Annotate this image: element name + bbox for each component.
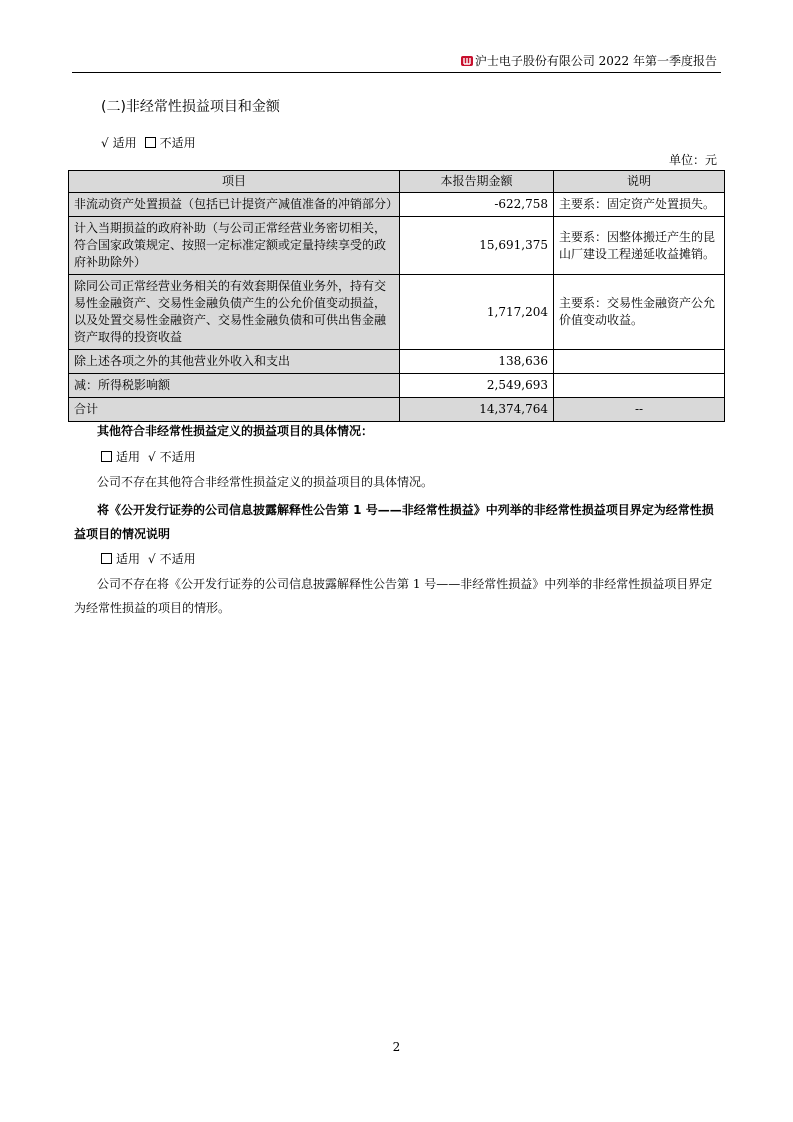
not-applicable-label: 不适用 bbox=[159, 450, 196, 464]
table-row bbox=[69, 350, 725, 374]
reclassification-statement: 公司不存在将《公开发行证券的公司信息披露解释性公告第 1 号——非经常性损益》中列举的非经常性损益项目界定为经常性损益的项目的情形。 bbox=[74, 577, 713, 615]
company-logo-icon bbox=[461, 55, 473, 67]
table-total-row bbox=[69, 398, 725, 422]
row-amount: 138,636 bbox=[400, 350, 554, 374]
applicable-label: 适用 bbox=[116, 450, 141, 464]
total-note: -- bbox=[554, 398, 725, 422]
checkbox-icon bbox=[145, 137, 156, 148]
table-row bbox=[69, 374, 725, 398]
row-item: 除同公司正常经营业务相关的有效套期保值业务外，持有交易性金融资产、交易性金融负债产生的公允价值变动损益，以及处置交易性金融资产、交易性金融负债和可供出售金融资产取得的投资收益 bbox=[69, 275, 400, 350]
unit-label: 单位：元 bbox=[668, 153, 717, 167]
checkbox-icon bbox=[101, 451, 112, 462]
reclassification-heading: 将《公开发行证券的公司信息披露解释性公告第 1 号——非经常性损益》中列举的非经常性损益项目界定为经常性损益项目的情况说明 bbox=[74, 503, 714, 541]
page-number: 2 bbox=[392, 1040, 401, 1054]
row-item: 非流动资产处置损益（包括已计提资产减值准备的冲销部分） bbox=[69, 193, 400, 217]
report-title: 沪士电子股份有限公司 2022 年第一季度报告 bbox=[474, 54, 717, 68]
table-header-row bbox=[69, 171, 725, 193]
row-note bbox=[554, 350, 725, 374]
header-amount: 本报告期金额 bbox=[400, 171, 554, 193]
row-item: 计入当期损益的政府补助（与公司正常经营业务密切相关，符合国家政策规定、按照一定标准定额或定量持续享受的政府补助除外） bbox=[69, 217, 400, 275]
applicability-line-1 bbox=[101, 134, 196, 151]
check-mark-icon: √ bbox=[148, 449, 156, 464]
table-row bbox=[69, 217, 725, 275]
non-recurring-items-table bbox=[68, 170, 725, 422]
check-mark-icon: √ bbox=[148, 551, 156, 566]
applicable-label: 适用 bbox=[116, 552, 141, 566]
row-item: 除上述各项之外的其他营业外收入和支出 bbox=[69, 350, 400, 374]
row-note: 主要系：固定资产处置损失。 bbox=[554, 193, 725, 217]
applicable-label: 适用 bbox=[112, 136, 137, 150]
total-amount: 14,374,764 bbox=[400, 398, 554, 422]
row-item: 减：所得税影响额 bbox=[69, 374, 400, 398]
row-amount: -622,758 bbox=[400, 193, 554, 217]
applicability-line-2 bbox=[101, 448, 196, 465]
table-row bbox=[69, 193, 725, 217]
header-note: 说明 bbox=[554, 171, 725, 193]
table-row bbox=[69, 275, 725, 350]
row-amount: 1,717,204 bbox=[400, 275, 554, 350]
not-applicable-label: 不适用 bbox=[159, 136, 196, 150]
row-amount: 15,691,375 bbox=[400, 217, 554, 275]
row-note: 主要系：交易性金融资产公允价值变动收益。 bbox=[554, 275, 725, 350]
section-title: (二)非经常性损益项目和金额 bbox=[101, 99, 280, 115]
check-mark-icon: √ bbox=[101, 135, 109, 150]
other-items-heading: 其他符合非经常性损益定义的损益项目的具体情况： bbox=[97, 424, 374, 438]
not-applicable-label: 不适用 bbox=[159, 552, 196, 566]
other-items-statement: 公司不存在其他符合非经常性损益定义的损益项目的具体情况。 bbox=[97, 475, 434, 489]
header-item: 项目 bbox=[69, 171, 400, 193]
header-title-group bbox=[461, 52, 717, 69]
checkbox-icon bbox=[101, 553, 112, 564]
applicability-line-3 bbox=[101, 550, 196, 567]
row-amount: 2,549,693 bbox=[400, 374, 554, 398]
row-note: 主要系：因整体搬迁产生的昆山厂建设工程递延收益摊销。 bbox=[554, 217, 725, 275]
page-header bbox=[72, 50, 721, 73]
total-item: 合计 bbox=[69, 398, 400, 422]
row-note bbox=[554, 374, 725, 398]
